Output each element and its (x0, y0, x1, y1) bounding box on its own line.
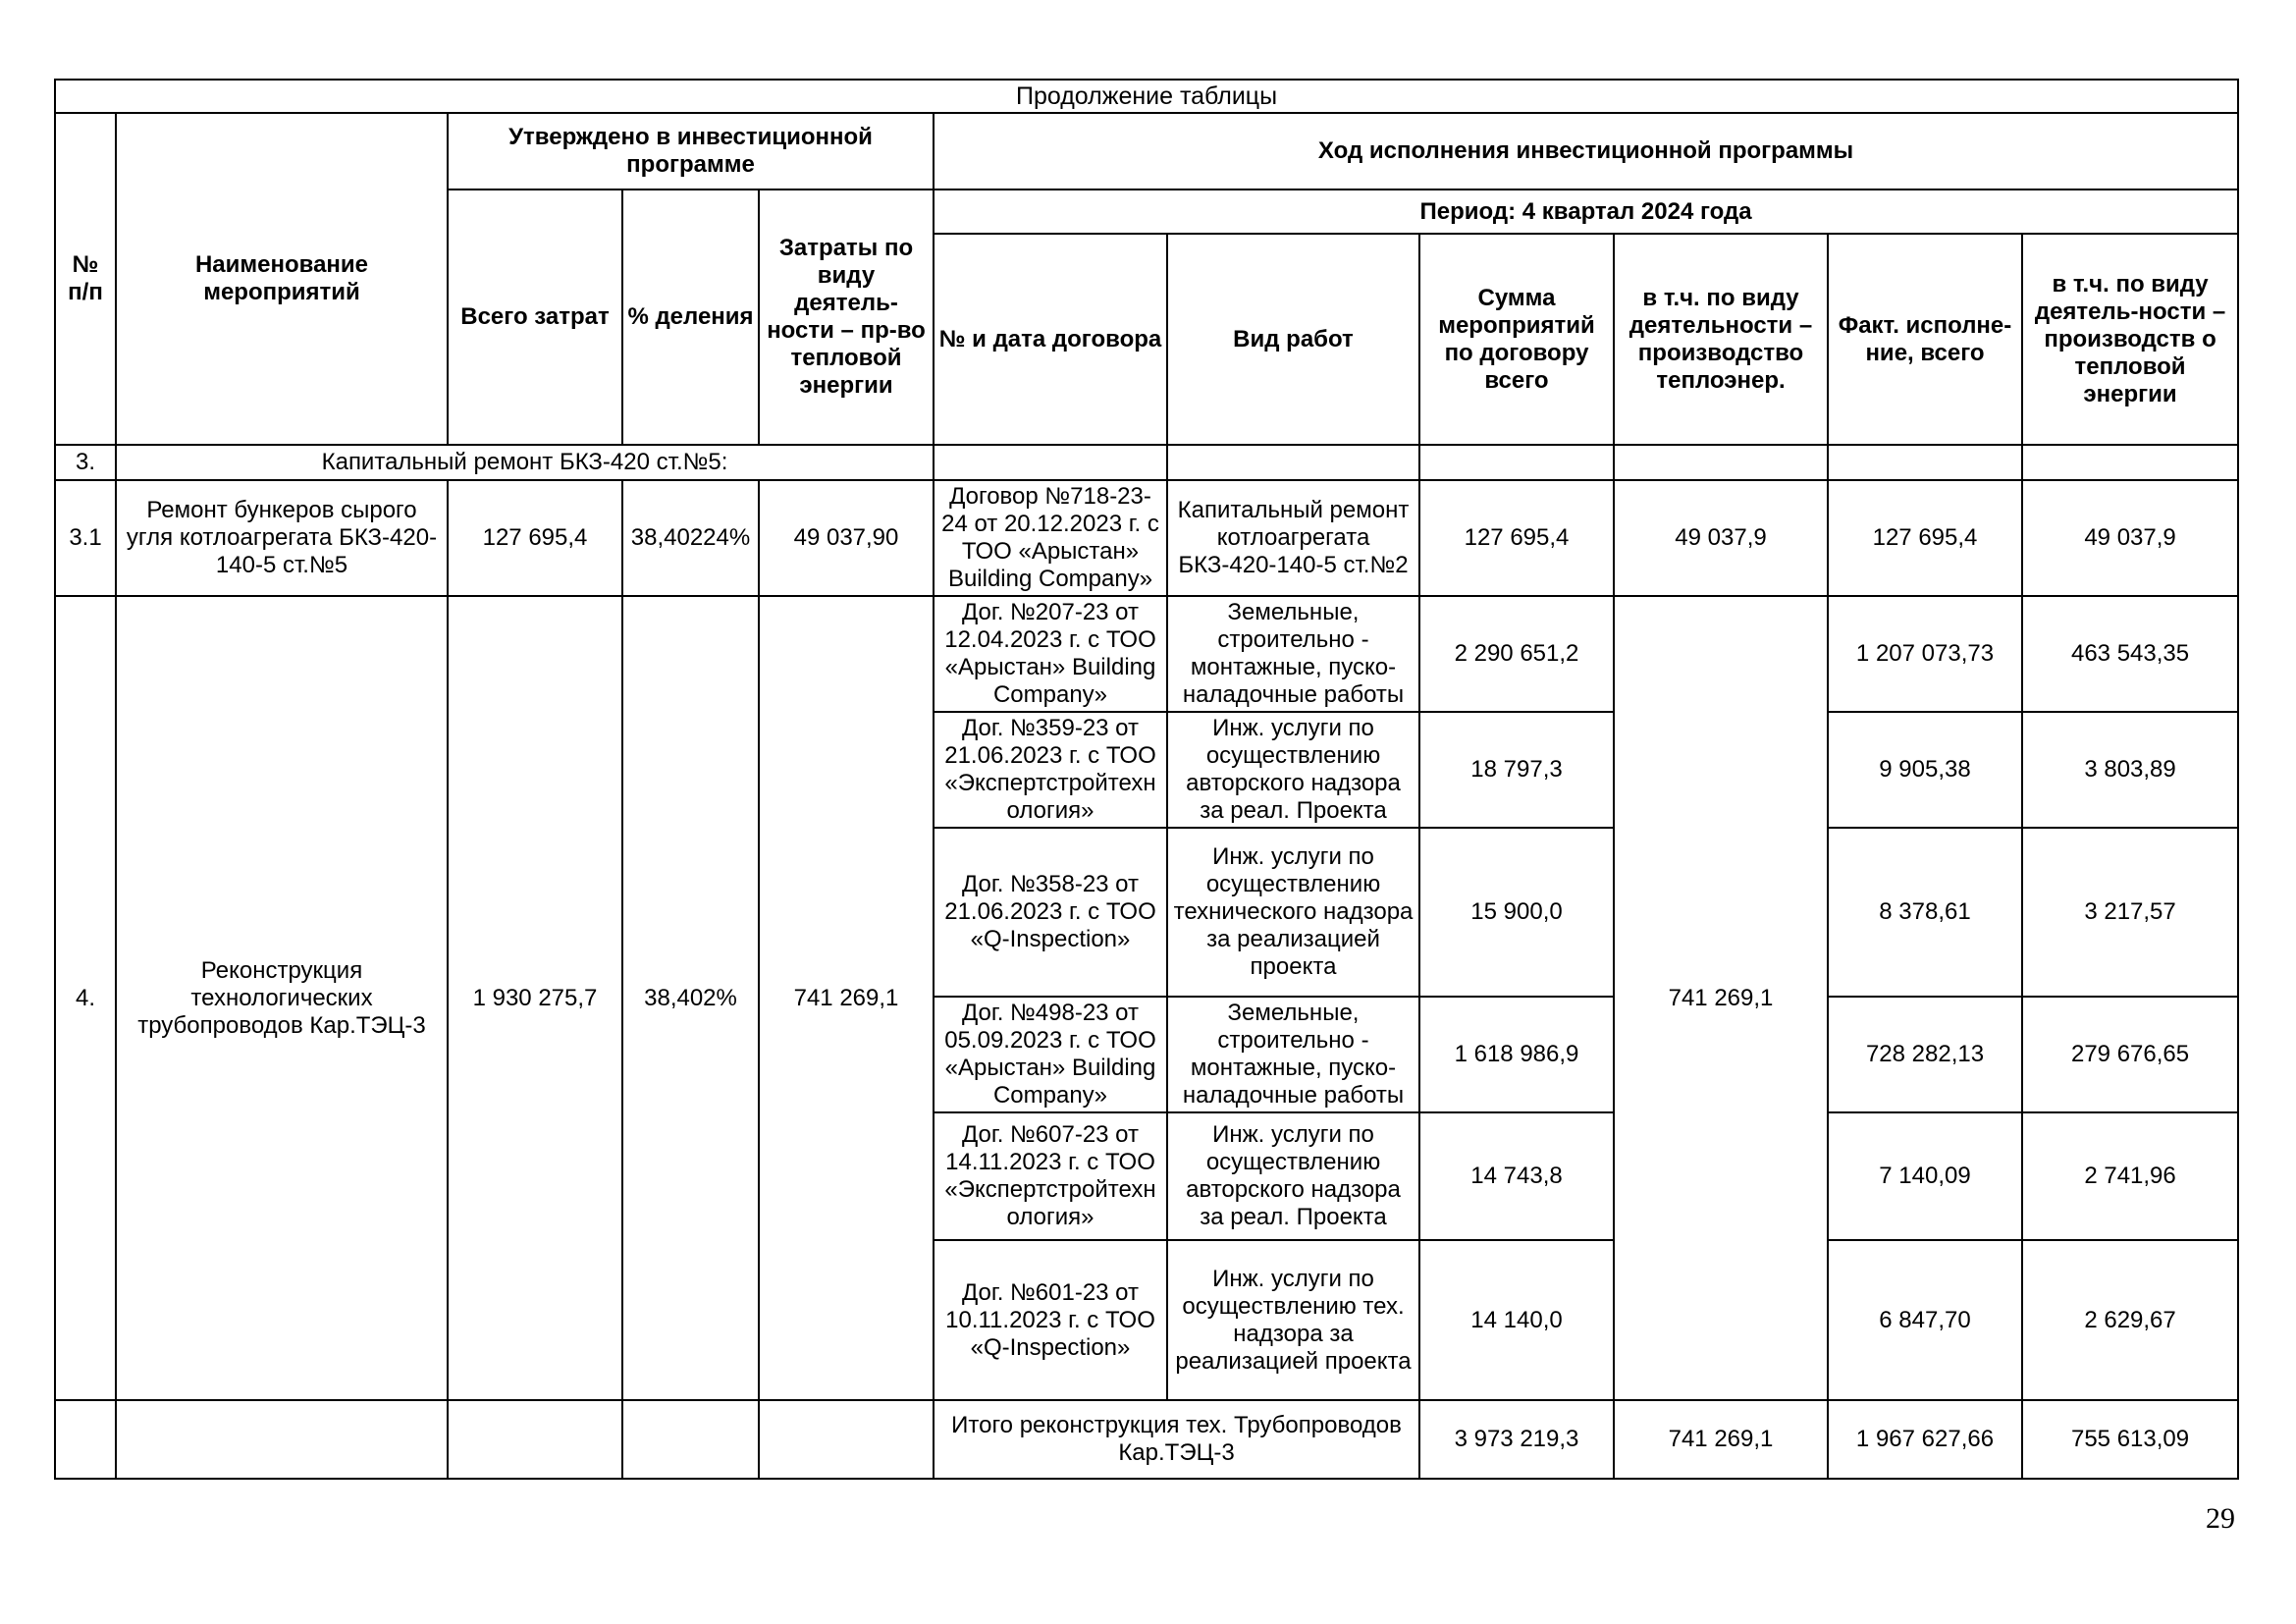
investment-table (54, 79, 2239, 1480)
total-incl: 741 269,1 (1614, 1400, 1828, 1479)
fact-cell: 1 207 073,73 (1828, 596, 2022, 712)
fact-cell: 9 905,38 (1828, 712, 2022, 828)
empty-cell (1828, 445, 2022, 480)
contract-cell: Дог. №601-23 от 10.11.2023 г. с ТОО «Q-Inspection» (934, 1240, 1167, 1400)
fact-cell: 7 140,09 (1828, 1112, 2022, 1240)
row-name: Реконструкция технологических трубопроводов Кар.ТЭЦ-3 (116, 596, 448, 1400)
work-cell: Инж. услуги по осуществлению авторского надзора за реал. Проекта (1167, 1112, 1419, 1240)
work-cell: Инж. услуги по осуществлению тех. надзора за реализацией проекта (1167, 1240, 1419, 1400)
header-work-type: Вид работ (1167, 234, 1419, 445)
header-name: Наименование мероприятий (116, 113, 448, 445)
work-cell: Земельные, строительно - монтажные, пуско-наладочные работы (1167, 596, 1419, 712)
fact-cell: 6 847,70 (1828, 1240, 2022, 1400)
row-num: 4. (55, 596, 116, 1400)
sum-cell: 14 140,0 (1419, 1240, 1614, 1400)
contract-cell: Дог. №359-23 от 21.06.2023 г. с ТОО «Экспертстройтехн ология» (934, 712, 1167, 828)
total-sum: 3 973 219,3 (1419, 1400, 1614, 1479)
row-incl: 741 269,1 (1614, 596, 1828, 1400)
header-period: Период: 4 квартал 2024 года (934, 189, 2238, 234)
row-name: Ремонт бункеров сырого угля котлоагрегата БКЗ-420-140-5 ст.№5 (116, 480, 448, 596)
document-sheet (54, 79, 2237, 1480)
row-fact: 127 695,4 (1828, 480, 2022, 596)
table-row (55, 596, 2238, 712)
row-percent: 38,402% (622, 596, 759, 1400)
header-total-cost: Всего затрат (448, 189, 622, 445)
table-row (55, 480, 2238, 596)
empty-cell (934, 445, 1167, 480)
empty-cell (448, 1400, 622, 1479)
sum-cell: 18 797,3 (1419, 712, 1614, 828)
contract-cell: Дог. №498-23 от 05.09.2023 г. с ТОО «Арыстан» Building Company» (934, 997, 1167, 1112)
continuation-label: Продолжение таблицы (55, 80, 2238, 113)
total-label: Итого реконструкция тех. Трубопроводов Кар.ТЭЦ-3 (934, 1400, 1419, 1479)
header-cost-by-activity: Затраты по виду деятель-ности – пр-во тепловой энергии (759, 189, 934, 445)
empty-cell (55, 1400, 116, 1479)
total-fact: 1 967 627,66 (1828, 1400, 2022, 1479)
row-contract: Договор №718-23-24 от 20.12.2023 г. с ТОО «Арыстан» Building Company» (934, 480, 1167, 596)
sum-cell: 1 618 986,9 (1419, 997, 1614, 1112)
empty-cell (2022, 445, 2238, 480)
fact-incl-cell: 279 676,65 (2022, 997, 2238, 1112)
contract-cell: Дог. №207-23 от 12.04.2023 г. с ТОО «Арыстан» Building Company» (934, 596, 1167, 712)
row-total: 1 930 275,7 (448, 596, 622, 1400)
row-total: 127 695,4 (448, 480, 622, 596)
header-approved-group: Утверждено в инвестиционной программе (448, 113, 934, 189)
row-work: Капитальный ремонт котлоагрегата БКЗ-420-140-5 ст.№2 (1167, 480, 1419, 596)
work-cell: Инж. услуги по осуществлению авторского надзора за реал. Проекта (1167, 712, 1419, 828)
sum-cell: 15 900,0 (1419, 828, 1614, 997)
header-num: № п/п (55, 113, 116, 445)
empty-cell (1614, 445, 1828, 480)
fact-incl-cell: 3 803,89 (2022, 712, 2238, 828)
fact-incl-cell: 2 741,96 (2022, 1112, 2238, 1240)
row-num: 3.1 (55, 480, 116, 596)
empty-cell (622, 1400, 759, 1479)
header-incl-heat: в т.ч. по виду деятельности – производство теплоэнер. (1614, 234, 1828, 445)
fact-cell: 8 378,61 (1828, 828, 2022, 997)
fact-cell: 728 282,13 (1828, 997, 2022, 1112)
contract-cell: Дог. №607-23 от 14.11.2023 г. с ТОО «Экспертстройтехн ология» (934, 1112, 1167, 1240)
sum-cell: 14 743,8 (1419, 1112, 1614, 1240)
header-sum-contract: Сумма мероприятий по договору всего (1419, 234, 1614, 445)
fact-incl-cell: 463 543,35 (2022, 596, 2238, 712)
contract-cell: Дог. №358-23 от 21.06.2023 г. с ТОО «Q-Inspection» (934, 828, 1167, 997)
work-cell: Инж. услуги по осуществлению технического надзора за реализацией проекта (1167, 828, 1419, 997)
empty-cell (116, 1400, 448, 1479)
row-sum: 127 695,4 (1419, 480, 1614, 596)
section-title: Капитальный ремонт БКЗ-420 ст.№5: (116, 445, 934, 480)
total-fact-incl: 755 613,09 (2022, 1400, 2238, 1479)
empty-cell (1419, 445, 1614, 480)
work-cell: Земельные, строительно - монтажные, пуско-наладочные работы (1167, 997, 1419, 1112)
empty-cell (759, 1400, 934, 1479)
empty-cell (1167, 445, 1419, 480)
fact-incl-cell: 2 629,67 (2022, 1240, 2238, 1400)
header-fact-total: Факт. исполне-ние, всего (1828, 234, 2022, 445)
row-fact-incl: 49 037,9 (2022, 480, 2238, 596)
header-contract: № и дата договора (934, 234, 1167, 445)
sum-cell: 2 290 651,2 (1419, 596, 1614, 712)
header-progress-group: Ход исполнения инвестиционной программы (934, 113, 2238, 189)
header-percent: % деления (622, 189, 759, 445)
page-number: 29 (2206, 1502, 2235, 1535)
row-incl: 49 037,9 (1614, 480, 1828, 596)
fact-incl-cell: 3 217,57 (2022, 828, 2238, 997)
row-percent: 38,40224% (622, 480, 759, 596)
total-row (55, 1400, 2238, 1479)
section-num: 3. (55, 445, 116, 480)
row-cost-activity: 49 037,90 (759, 480, 934, 596)
row-cost-activity: 741 269,1 (759, 596, 934, 1400)
header-incl-heat-fact: в т.ч. по виду деятель-ности – производств о тепловой энергии (2022, 234, 2238, 445)
